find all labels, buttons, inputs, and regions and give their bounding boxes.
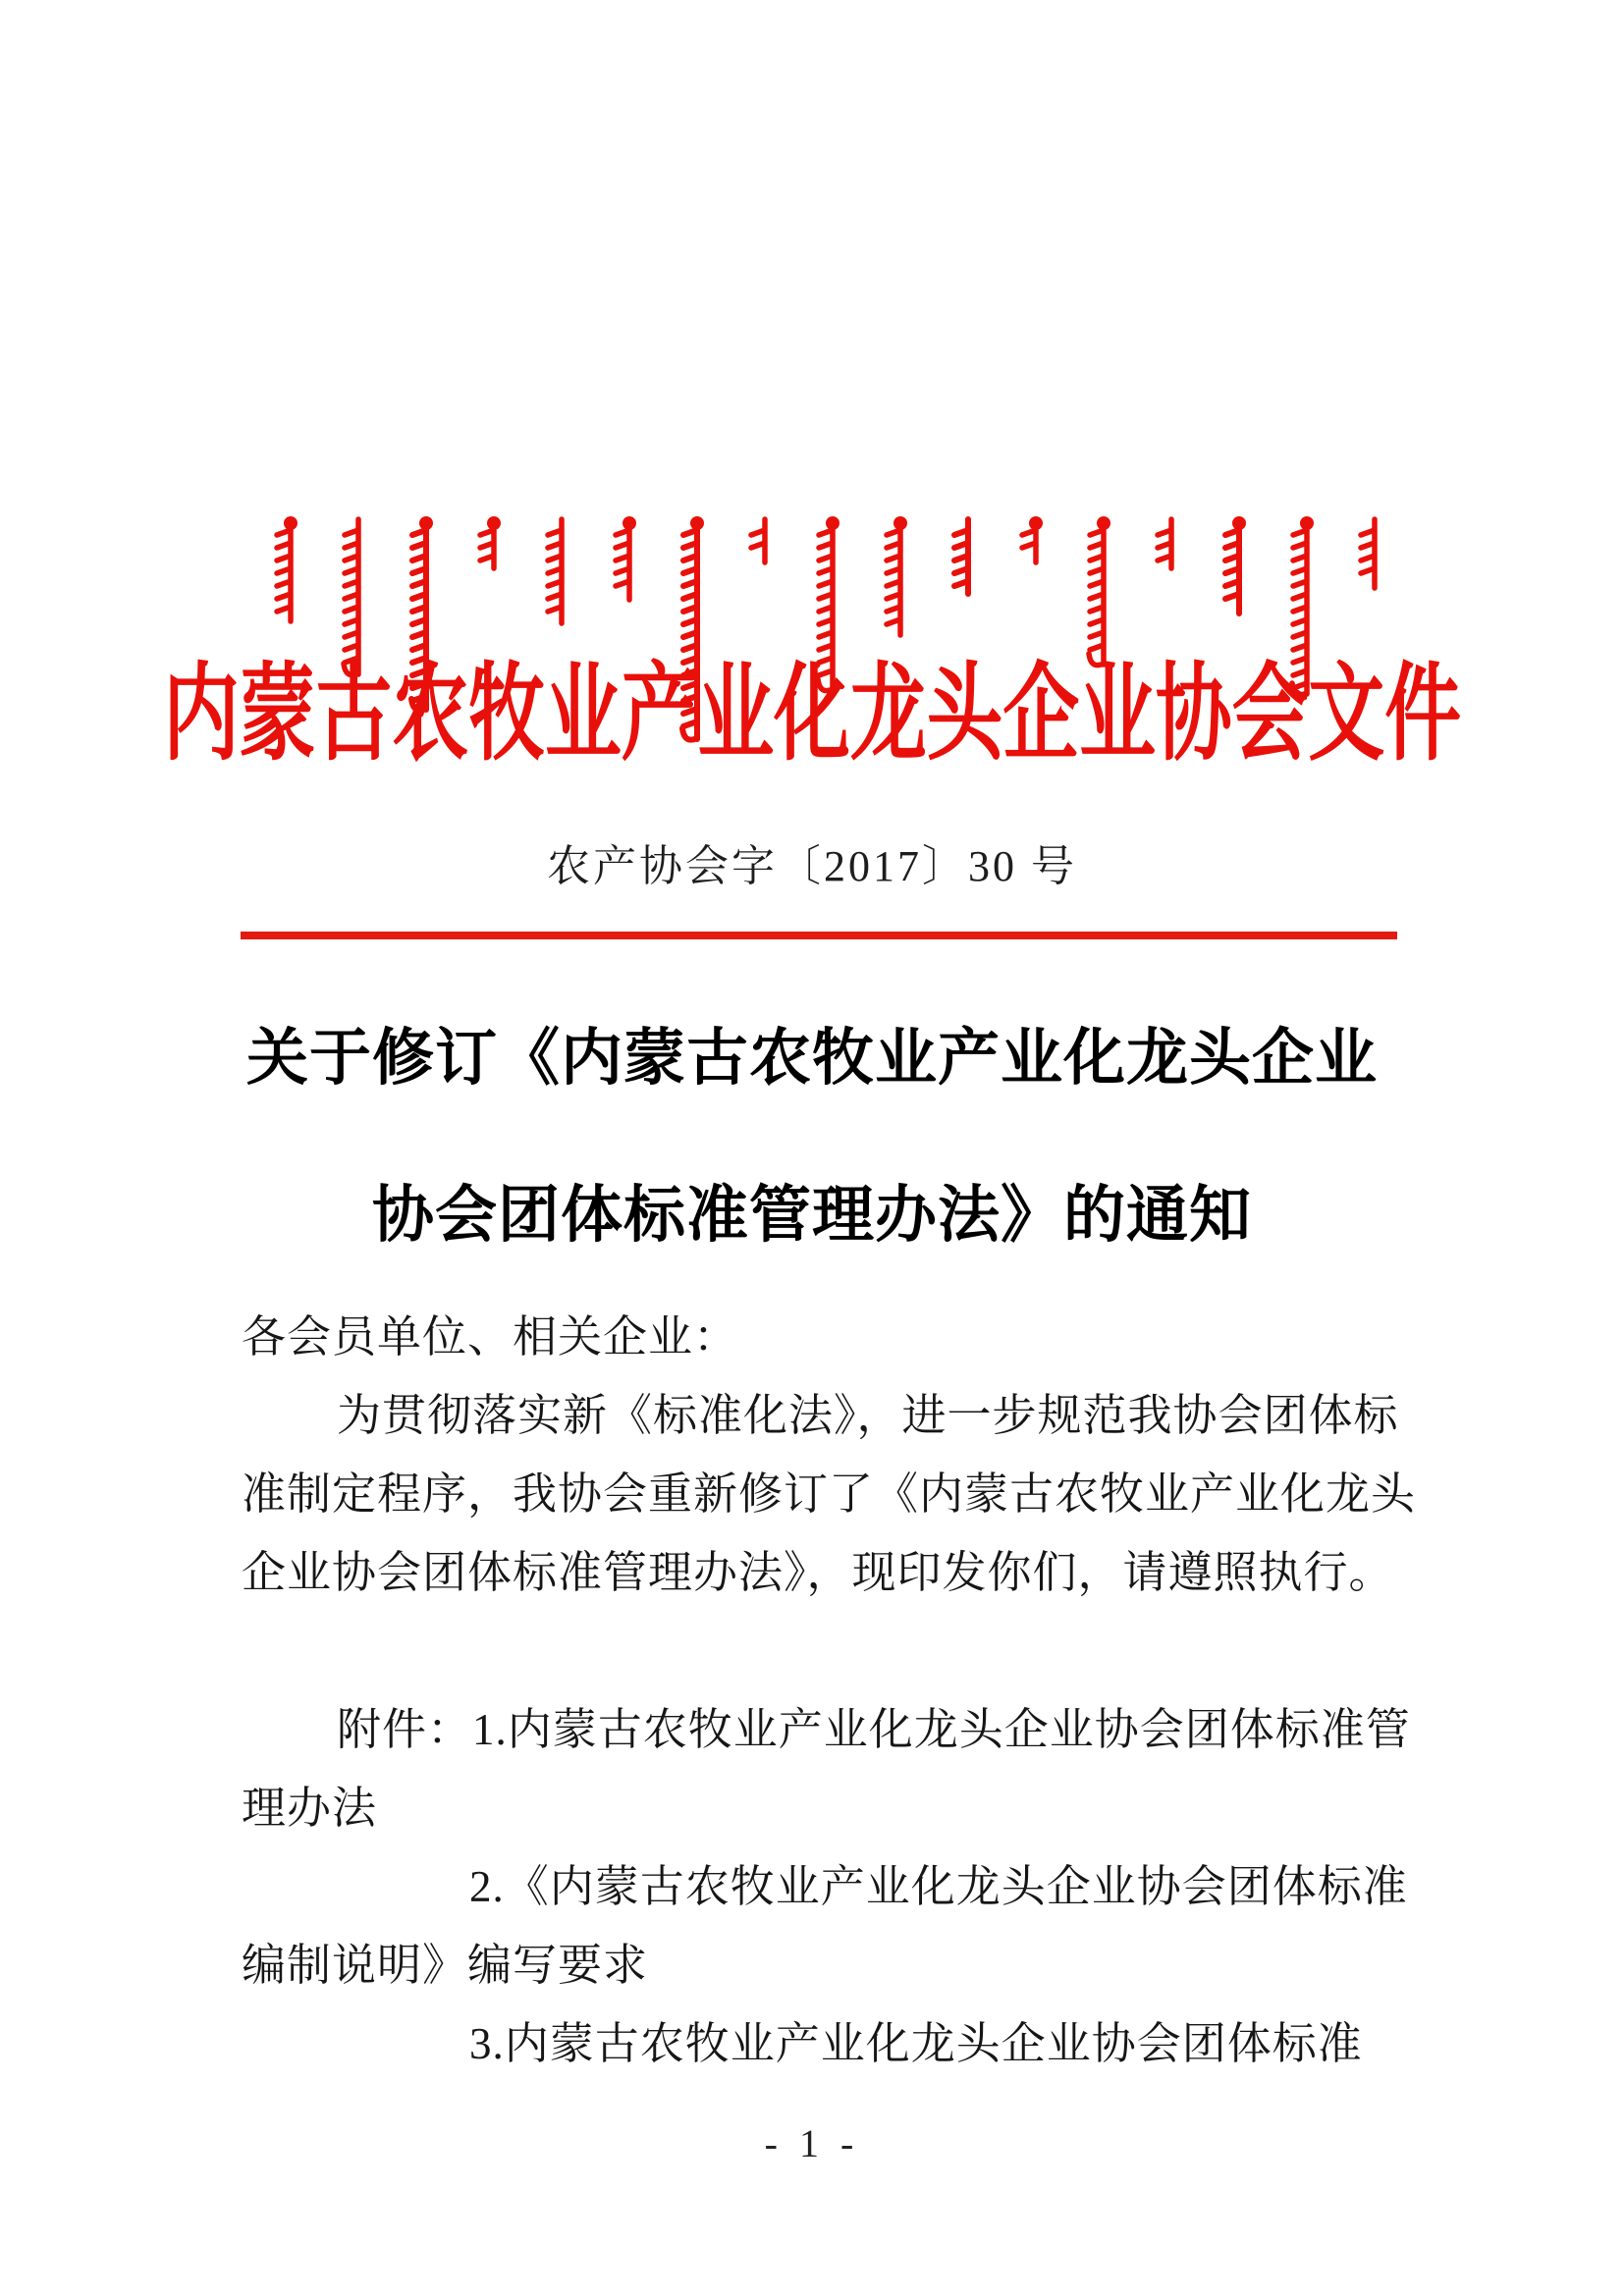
red-separator-line	[241, 932, 1397, 939]
mongolian-glyph-column	[1085, 512, 1112, 671]
org-title: 内蒙古农牧业产业化龙头企业协会文件	[163, 657, 1461, 774]
notice-title-line2: 协会团体标准管理办法》的通知	[372, 1181, 1252, 1250]
body-line: 准制定程序，我协会重新修订了《内蒙古农牧业产业化龙头	[242, 1469, 1417, 1519]
mongolian-glyph-column	[882, 512, 909, 642]
body-line: 为贯彻落实新《标准化法》，进一步规范我协会团体标	[337, 1391, 1399, 1440]
mongolian-glyph-column	[746, 512, 774, 569]
attachment-line-1: 附件：1.内蒙古农牧业产业化龙头企业协会团体标准管	[337, 1705, 1411, 1754]
notice-title-line1: 关于修订《内蒙古农牧业产业化龙头企业	[246, 1024, 1378, 1093]
salutation-line: 各会员单位、相关企业：	[242, 1312, 739, 1362]
body-blank-line	[242, 1612, 1400, 1690]
mongolian-glyph-column	[543, 512, 570, 630]
mongolian-glyph-column	[1356, 512, 1383, 595]
document-body	[242, 1298, 1417, 2083]
mongolian-glyph-column	[475, 512, 503, 575]
page-number: - 1 -	[764, 2121, 860, 2165]
body-line: 企业协会团体标准管理办法》，现印发你们，请遵照执行。	[242, 1548, 1394, 1597]
mongolian-glyph-column	[1017, 512, 1045, 569]
mongolian-glyph-column	[1153, 512, 1180, 575]
mongolian-glyph-column	[949, 512, 977, 601]
attachment-line-2: 2.《内蒙古农牧业产业化龙头企业协会团体标准	[469, 1862, 1408, 1911]
doc-number-label: 农产协会字〔2017〕30 号	[547, 842, 1077, 890]
mongolian-glyph-column	[272, 512, 299, 628]
attachment-line-2b: 编制说明》编写要求	[242, 1941, 649, 1990]
mongolian-glyph-column	[1220, 512, 1248, 620]
attachment-line-3: 3.内蒙古农牧业产业化龙头企业协会团体标准	[469, 2019, 1363, 2068]
attachment-line-1b: 理办法	[242, 1784, 378, 1833]
mongolian-glyph-column	[611, 512, 638, 607]
